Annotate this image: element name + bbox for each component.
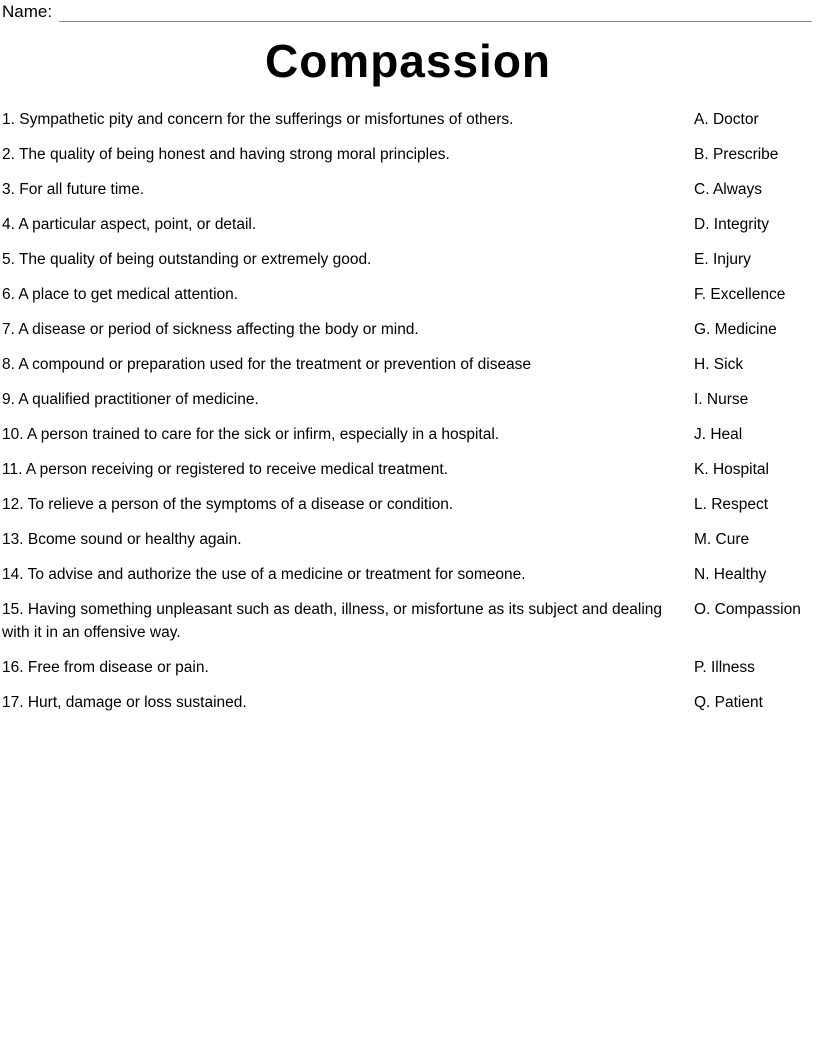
worksheet-row xyxy=(2,493,816,516)
worksheet-row xyxy=(2,388,816,411)
answer-option: M. Cure xyxy=(694,531,750,548)
answer-option: K. Hospital xyxy=(694,461,769,478)
definition-text: 9. A qualified practitioner of medicine. xyxy=(2,391,259,408)
answer-option: J. Heal xyxy=(694,426,743,443)
answer-option: H. Sick xyxy=(694,356,744,373)
worksheet-row xyxy=(2,318,816,341)
definition-text: 15. Having something unpleasant such as death, illness, or misfortune as its subject and dealing with it in an offensive way. xyxy=(2,601,662,641)
answer-option: I. Nurse xyxy=(694,391,749,408)
worksheet-row xyxy=(2,563,816,586)
worksheet-row xyxy=(2,213,816,236)
worksheet-row xyxy=(2,353,816,376)
worksheet-row xyxy=(2,691,816,714)
name-blank-line xyxy=(59,5,812,22)
definition-text: 4. A particular aspect, point, or detail. xyxy=(2,216,257,233)
definition-text: 2. The quality of being honest and having strong moral principles. xyxy=(2,146,450,163)
definition-text: 13. Bcome sound or healthy again. xyxy=(2,531,242,548)
answer-option: N. Healthy xyxy=(694,566,767,583)
answer-option: C. Always xyxy=(694,181,763,198)
answer-option: Q. Patient xyxy=(694,694,763,711)
name-label: Name: xyxy=(2,2,53,21)
answer-option: A. Doctor xyxy=(694,111,759,128)
worksheet-row xyxy=(2,423,816,446)
worksheet-row xyxy=(2,528,816,551)
worksheet-row xyxy=(2,283,816,306)
worksheet-row xyxy=(2,248,816,271)
definition-text: 5. The quality of being outstanding or extremely good. xyxy=(2,251,372,268)
answer-option: L. Respect xyxy=(694,496,769,513)
answer-option: B. Prescribe xyxy=(694,146,779,163)
definition-text: 17. Hurt, damage or loss sustained. xyxy=(2,694,247,711)
definition-text: 7. A disease or period of sickness affecting the body or mind. xyxy=(2,321,419,338)
definition-text: 10. A person trained to care for the sick or infirm, especially in a hospital. xyxy=(2,426,500,443)
worksheet-row xyxy=(2,143,816,166)
definition-text: 12. To relieve a person of the symptoms of a disease or condition. xyxy=(2,496,454,513)
worksheet-row xyxy=(2,656,816,679)
answer-option: F. Excellence xyxy=(694,286,786,303)
answer-option: P. Illness xyxy=(694,659,755,676)
definition-text: 1. Sympathetic pity and concern for the sufferings or misfortunes of others. xyxy=(2,111,514,128)
page-title: Compassion xyxy=(264,35,552,87)
worksheet-row xyxy=(2,598,816,644)
answer-option: D. Integrity xyxy=(694,216,769,233)
answer-option: G. Medicine xyxy=(694,321,777,338)
answer-option: E. Injury xyxy=(694,251,751,268)
worksheet-row xyxy=(2,178,816,201)
answer-option: O. Compassion xyxy=(694,601,801,618)
definition-text: 8. A compound or preparation used for the treatment or prevention of disease xyxy=(2,356,532,373)
definition-text: 6. A place to get medical attention. xyxy=(2,286,239,303)
definition-text: 3. For all future time. xyxy=(2,181,145,198)
definition-text: 14. To advise and authorize the use of a medicine or treatment for someone. xyxy=(2,566,526,583)
matching-list xyxy=(0,108,816,714)
definition-text: 16. Free from disease or pain. xyxy=(2,659,209,676)
name-row xyxy=(0,0,816,22)
worksheet-row xyxy=(2,108,816,131)
definition-text: 11. A person receiving or registered to receive medical treatment. xyxy=(2,461,448,478)
worksheet-row xyxy=(2,458,816,481)
